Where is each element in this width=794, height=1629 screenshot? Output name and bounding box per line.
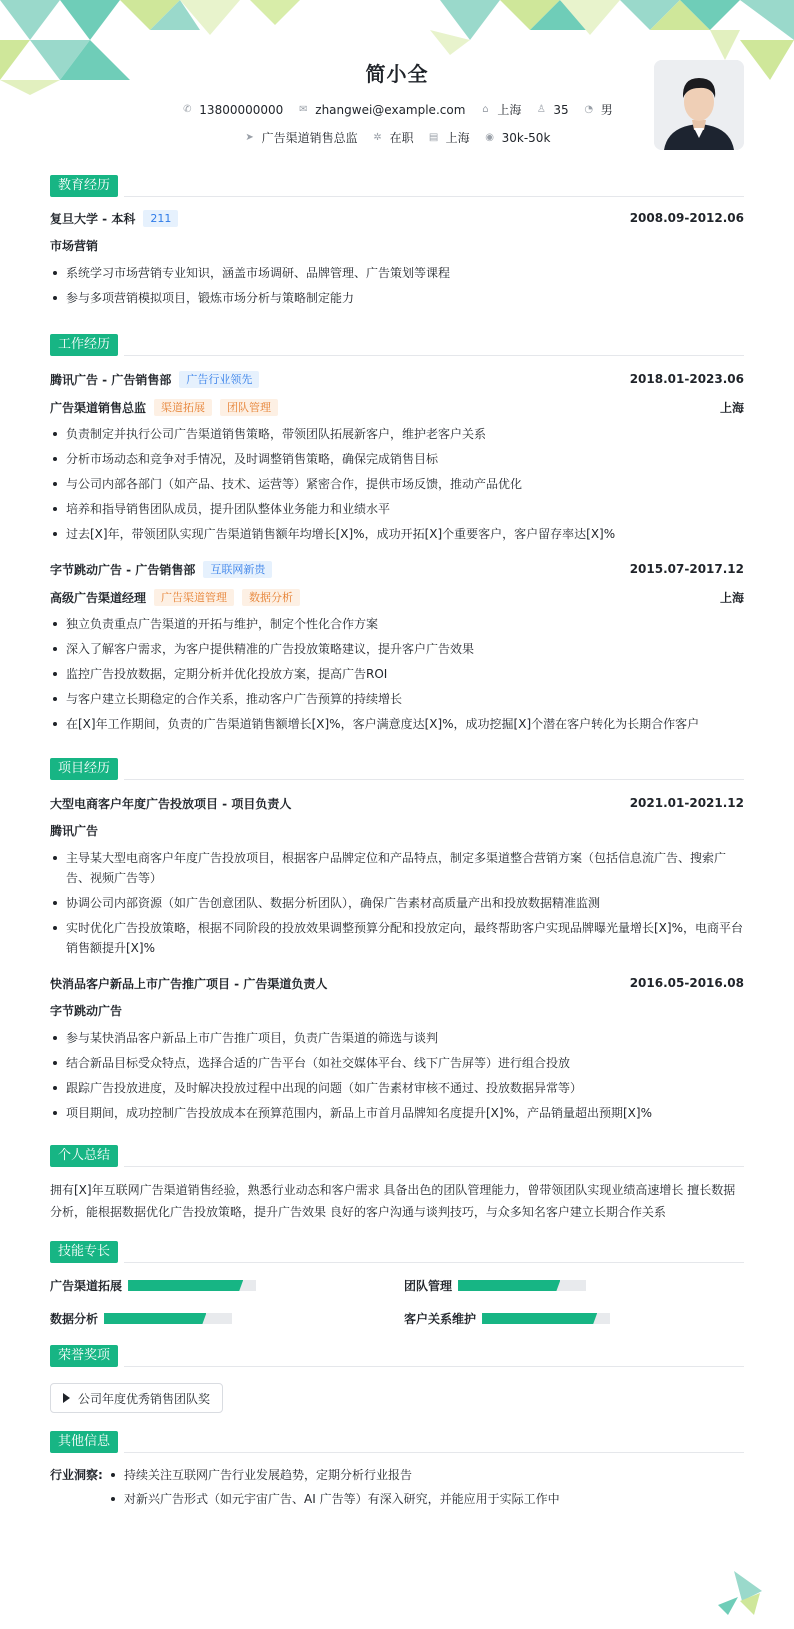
section-title [50,334,744,356]
salary-info [484,129,551,146]
position-tag: 数据分析 [242,589,300,606]
list-item: 与客户建立长期稳定的合作关系，推动客户广告预算的持续增长 [50,689,744,709]
gender-info [583,101,613,118]
list-item: 对新兴广告形式（如元宇宙广告、AI 广告等）有深入研究，并能应用于实际工作中 [108,1487,560,1511]
summary-section [50,1145,744,1223]
list-item: 跟踪广告投放进度，及时解决投放过程中出现的问题（如广告素材审核不通过、投放数据异常等） [50,1078,744,1098]
list-item: 参与多项营销模拟项目，锻炼市场分析与策略制定能力 [50,288,744,308]
list-item: 协调公司内部资源（如广告创意团队、数据分析团队），确保广告素材高质量产出和投放数据精准监测 [50,893,744,913]
skill-bar [104,1313,232,1324]
awards-title: 荣誉奖项 [50,1345,118,1367]
industry-insight [50,1463,744,1511]
skill-item [404,1277,744,1294]
education-bullets [50,263,744,308]
list-item: 分析市场动态和竞争对手情况，及时调整销售策略，确保完成销售目标 [50,449,744,469]
gender-text: 男 [600,103,613,117]
project-name: 大型电商客户年度广告投放项目 - 项目负责人 [50,796,292,811]
section-title [50,1241,744,1263]
list-item: 主导某大型电商客户年度广告投放项目，根据客户品牌定位和产品特点，制定多渠道整合营销方案（包括信息流广告、搜索广告、视频广告等） [50,848,744,888]
other-title: 其他信息 [50,1431,118,1453]
list-item: 与公司内部各部门（如产品、技术、运营等）紧密合作，提供市场反馈，推动产品优化 [50,474,744,494]
work-bullets [50,424,744,544]
target-position-text: 广告渠道销售总监 [261,131,358,145]
skill-name: 数据分析 [50,1312,99,1326]
list-item: 结合新品目标受众特点，选择合适的广告平台（如社交媒体平台、线下广告屏等）进行组合投放 [50,1053,744,1073]
insight-bullets [108,1463,560,1511]
status-text: 在职 [389,131,414,145]
salary-icon: ◉ [485,131,494,143]
city-info [479,101,521,118]
email-info [297,101,465,118]
work-section [50,334,744,734]
school-badge: 211 [143,210,178,227]
skill-item [50,1277,390,1294]
school-name: 复旦大学 - 本科 [50,211,136,226]
major: 市场营销 [50,239,99,253]
corner-decoration [714,1571,764,1615]
section-title [50,175,744,197]
awards-section [50,1345,744,1413]
award-chip[interactable] [50,1383,223,1413]
age-info [535,101,568,118]
job-intent-row [50,129,744,146]
position-title: 广告渠道销售总监 [50,400,147,415]
position-tag: 渠道拓展 [154,399,212,416]
mail-icon: ✉ [299,103,308,115]
skill-bar [128,1280,256,1291]
education-section [50,175,744,308]
skill-bar [482,1313,610,1324]
position-icon: ➤ [245,131,254,143]
skill-bar-fill [458,1280,560,1291]
list-item: 过去[X]年，带领团队实现广告渠道销售额年均增长[X]%，成功开拓[X]个重要客户，客户留存率达[X]% [50,524,744,544]
skill-item [50,1310,390,1327]
position-tag: 广告渠道管理 [154,589,234,606]
phone-text: 13800000000 [199,102,284,117]
age-icon: ♙ [536,103,546,115]
work-date: 2015.07-2017.12 [629,562,744,576]
project-org: 腾讯广告 [50,824,99,838]
phone-info [181,101,283,118]
position-tag: 团队管理 [220,399,278,416]
skills-title: 技能专长 [50,1241,118,1263]
work-title: 工作经历 [50,334,118,356]
email-text: zhangwei@example.com [315,102,466,117]
project-bullets [50,1028,744,1123]
play-icon [63,1393,70,1403]
skill-name: 客户关系维护 [404,1312,477,1326]
skill-name: 广告渠道拓展 [50,1279,123,1293]
project-row [50,974,744,992]
target-position-info [244,129,358,146]
list-item: 项目期间，成功控制广告投放成本在预算范围内，新品上市首月品牌知名度提升[X]%，产品销量超出预期[X]% [50,1103,744,1123]
skill-bar-fill [482,1313,597,1324]
project-bullets [50,848,744,958]
project-date: 2016.05-2016.08 [629,976,744,990]
work-company-row [50,560,744,578]
skill-item [404,1310,744,1327]
list-item: 负责制定并执行公司广告渠道销售策略，带领团队拓展新客户，维护老客户关系 [50,424,744,444]
list-item: 参与某快消品客户新品上市广告推广项目，负责广告渠道的筛选与谈判 [50,1028,744,1048]
summary-text: 拥有[X]年互联网广告渠道销售经验，熟悉行业动态和客户需求 具备出色的团队管理能力，曾带领团队实现业绩高速增长 擅长数据分析，能根据数据优化广告投放策略，提升广告效果 良好的客户沟通与谈判技巧，与众多知名客户建立长期合作关系 [50,1183,736,1219]
age-text: 35 [553,102,569,117]
work-location: 上海 [719,590,744,605]
projects-section [50,758,744,1123]
education-date: 2008.09-2012.06 [629,211,744,225]
work-date: 2018.01-2023.06 [629,372,744,386]
project-name: 快消品客户新品上市广告推广项目 - 广告渠道负责人 [50,976,328,991]
list-item: 独立负责重点广告渠道的开拓与维护，制定个性化合作方案 [50,614,744,634]
other-section [50,1431,744,1511]
work-position-row [50,398,744,416]
candidate-name: 简小全 [365,62,429,86]
skills-section [50,1241,744,1327]
work-bullets [50,614,744,734]
award-name: 公司年度优秀销售团队奖 [78,1391,211,1406]
list-item: 在[X]年工作期间，负责的广告渠道销售额增长[X]%，客户满意度达[X]%，成功挖掘[X]个潜在客户转化为长期合作客户 [50,714,744,734]
list-item: 监控广告投放数据，定期分析并优化投放方案，提高广告ROI [50,664,744,684]
projects-title: 项目经历 [50,758,118,780]
resume-header [50,0,744,175]
project-org: 字节跳动广告 [50,1004,123,1018]
target-city-info [428,129,470,146]
skill-bar-fill [128,1280,243,1291]
company-badge: 广告行业领先 [179,371,259,388]
list-item: 系统学习市场营销专业知识，涵盖市场调研、品牌管理、广告策划等课程 [50,263,744,283]
company-name: 字节跳动广告 - 广告销售部 [50,562,196,577]
section-title [50,758,744,780]
profile-photo [654,60,744,150]
contact-row [50,101,744,118]
list-item: 持续关注互联网广告行业发展趋势，定期分析行业报告 [108,1463,560,1487]
home-icon: ⌂ [482,103,489,115]
section-title [50,1345,744,1367]
insight-label: 行业洞察: [50,1468,103,1482]
list-item: 深入了解客户需求，为客户提供精准的广告投放策略建议，提升客户广告效果 [50,639,744,659]
target-city-text: 上海 [445,131,470,145]
section-title [50,1145,744,1167]
city-text: 上海 [497,103,522,117]
work-company-row [50,370,744,388]
list-item: 实时优化广告投放策略，根据不同阶段的投放效果调整预算分配和投放定向，最终帮助客户实现品牌曝光量增长[X]%，电商平台销售额提升[X]% [50,918,744,958]
phone-icon: ✆ [183,103,192,115]
skill-name: 团队管理 [404,1279,453,1293]
position-title: 高级广告渠道经理 [50,590,147,605]
work-location: 上海 [719,400,744,415]
city-icon: ▤ [428,131,439,143]
skill-bar [458,1280,586,1291]
company-badge: 互联网新贵 [203,561,272,578]
summary-title: 个人总结 [50,1145,118,1167]
salary-text: 30k-50k [501,130,551,145]
project-date: 2021.01-2021.12 [629,796,744,810]
education-row [50,209,744,227]
skill-bar-fill [104,1313,206,1324]
gender-icon: ◔ [584,103,594,115]
company-name: 腾讯广告 - 广告销售部 [50,372,172,387]
list-item: 培养和指导销售团队成员，提升团队整体业务能力和业绩水平 [50,499,744,519]
education-title: 教育经历 [50,175,118,197]
work-position-row [50,588,744,606]
section-title [50,1431,744,1453]
status-info [372,129,414,146]
status-icon: ✲ [373,131,382,143]
project-row [50,794,744,812]
skills-grid [50,1277,744,1327]
